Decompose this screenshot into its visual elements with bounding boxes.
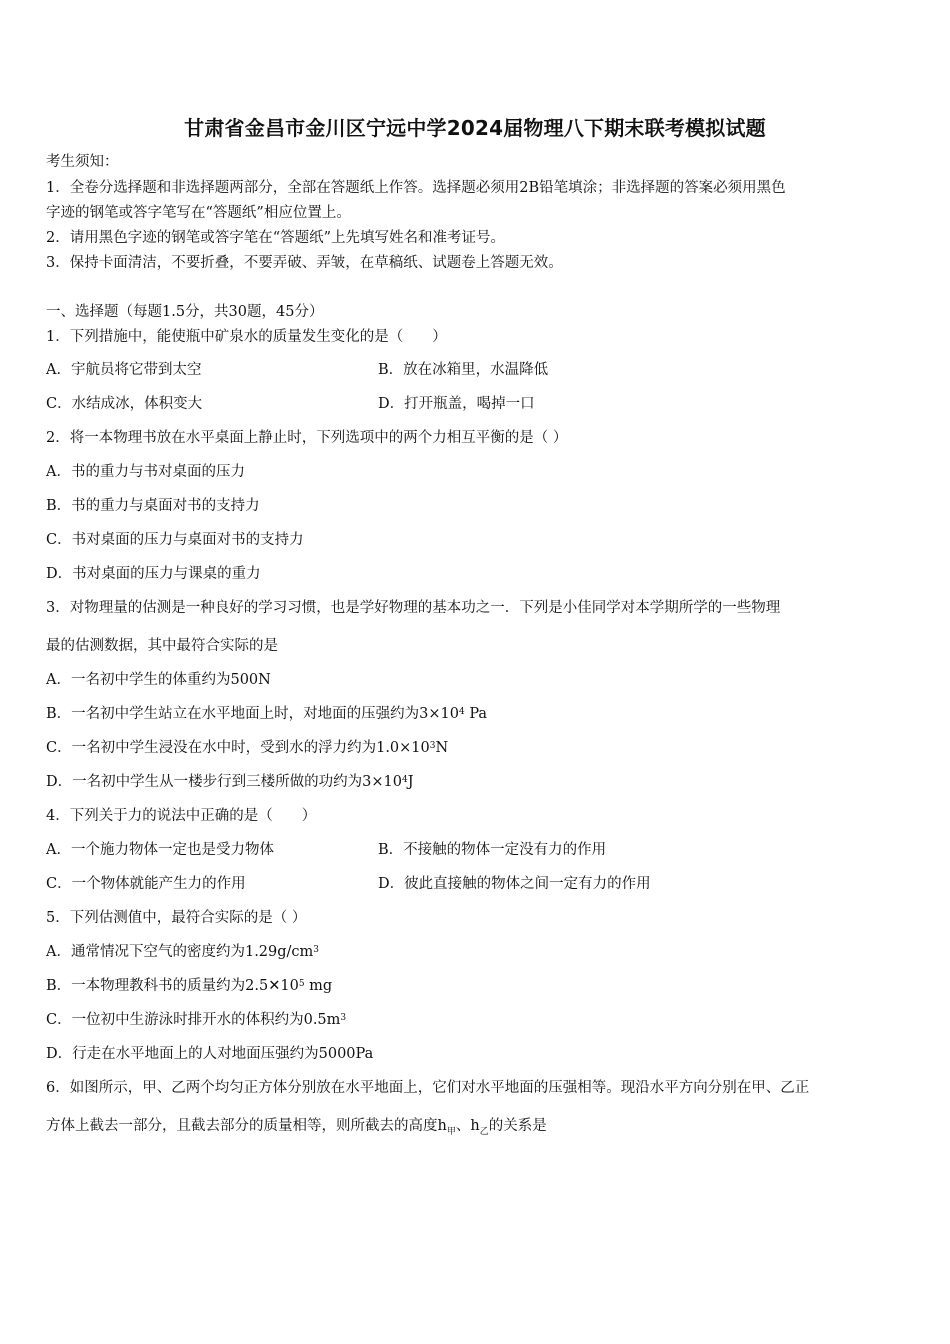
exponent: 5 <box>298 979 305 989</box>
exponent: 3 <box>340 1013 347 1023</box>
exponent: 4 <box>458 707 465 717</box>
section-heading: 一、选择题（每题1.5分，共30题，45分） <box>46 304 324 320</box>
exponent: 3 <box>429 741 436 751</box>
option-c: C．水结成冰，体积变大 <box>46 396 203 412</box>
question-stem: 3．对物理量的估测是一种良好的学习习惯，也是学好物理的基本功之一．下列是小佳同学对本学期所学的一些物理 <box>46 600 781 616</box>
option-a: A．一个施力物体一定也是受力物体 <box>46 842 274 858</box>
option-d: D．书对桌面的压力与课桌的重力 <box>46 566 261 582</box>
option-text: A．通常情况下空气的密度约为1.29g/cm <box>46 944 314 960</box>
stem-text: 的关系是 <box>488 1118 547 1134</box>
question-stem: 6．如图所示，甲、乙两个均匀正方体分别放在水平地面上，它们对水平地面的压强相等。现沿水平方向分别在甲、乙正 <box>46 1080 810 1096</box>
question-stem: 5．下列估测值中，最符合实际的是（ ） <box>46 910 307 926</box>
notice-item: 3．保持卡面清洁，不要折叠，不要弄破、弄皱，在草稿纸、试题卷上答题无效。 <box>46 255 563 271</box>
question-stem-cont <box>46 1116 547 1142</box>
option-c: C．一个物体就能产生力的作用 <box>46 876 246 892</box>
option-b: B．不接触的物体一定没有力的作用 <box>378 842 607 858</box>
option-a <box>46 942 319 962</box>
exponent: 3 <box>313 945 320 955</box>
notice-item: 1．全卷分选择题和非选择题两部分，全部在答题纸上作答。选择题必须用2B铅笔填涂；非选择题的答案必须用黑色 <box>46 180 786 196</box>
page-title: 甘肃省金昌市金川区宁远中学2024届物理八下期末联考模拟试题 <box>184 116 766 140</box>
option-unit: mg <box>304 978 333 994</box>
question-stem-cont: 最的估测数据，其中最符合实际的是 <box>46 638 278 654</box>
stem-text: 、h <box>455 1118 480 1134</box>
option-b: B．放在冰箱里，水温降低 <box>378 362 549 378</box>
option-d <box>46 772 414 792</box>
option-b <box>46 976 332 996</box>
question-stem: 2．将一本物理书放在水平桌面上静止时，下列选项中的两个力相互平衡的是（ ） <box>46 430 568 446</box>
option-text: D．一名初中学生从一楼步行到三楼所做的功约为3×10 <box>46 774 402 790</box>
option-d: D．行走在水平地面上的人对地面压强约为5000Pa <box>46 1046 374 1062</box>
option-unit: N <box>435 740 449 756</box>
notice-item: 字迹的钢笔或答字笔写在“答题纸”相应位置上。 <box>46 205 351 221</box>
option-c <box>46 1010 346 1030</box>
option-text: C．一名初中学生浸没在水中时，受到水的浮力约为1.0×10 <box>46 740 430 756</box>
option-text: B．一名初中学生站立在水平地面上时，对地面的压强约为3×10 <box>46 706 459 722</box>
notice-heading: 考生须知： <box>46 154 119 170</box>
subscript: 甲 <box>446 1126 456 1137</box>
option-d: D．彼此直接触的物体之间一定有力的作用 <box>378 876 651 892</box>
option-b: B．书的重力与桌面对书的支持力 <box>46 498 260 514</box>
exponent: 4 <box>401 775 408 785</box>
option-a: A．书的重力与书对桌面的压力 <box>46 464 245 480</box>
question-stem: 1．下列措施中，能使瓶中矿泉水的质量发生变化的是（ ） <box>46 329 447 345</box>
notice-item: 2．请用黑色字迹的钢笔或答字笔在“答题纸”上先填写姓名和准考证号。 <box>46 230 506 246</box>
option-b <box>46 704 487 724</box>
question-stem: 4．下列关于力的说法中正确的是（ ） <box>46 808 317 824</box>
option-unit: Pa <box>464 706 488 722</box>
stem-text: 方体上截去一部分，且截去部分的质量相等，则所截去的高度h <box>46 1118 447 1134</box>
option-c: C．书对桌面的压力与桌面对书的支持力 <box>46 532 304 548</box>
option-a: A．宇航员将它带到太空 <box>46 362 202 378</box>
option-unit: J <box>407 774 414 790</box>
option-text: C．一位初中生游泳时排开水的体积约为0.5m <box>46 1012 341 1028</box>
option-c <box>46 738 448 758</box>
option-a: A．一名初中学生的体重约为500N <box>46 672 271 688</box>
option-text: B．一本物理教科书的质量约为2.5✕10 <box>46 978 299 994</box>
subscript: 乙 <box>479 1126 489 1137</box>
option-d: D．打开瓶盖，喝掉一口 <box>378 396 535 412</box>
